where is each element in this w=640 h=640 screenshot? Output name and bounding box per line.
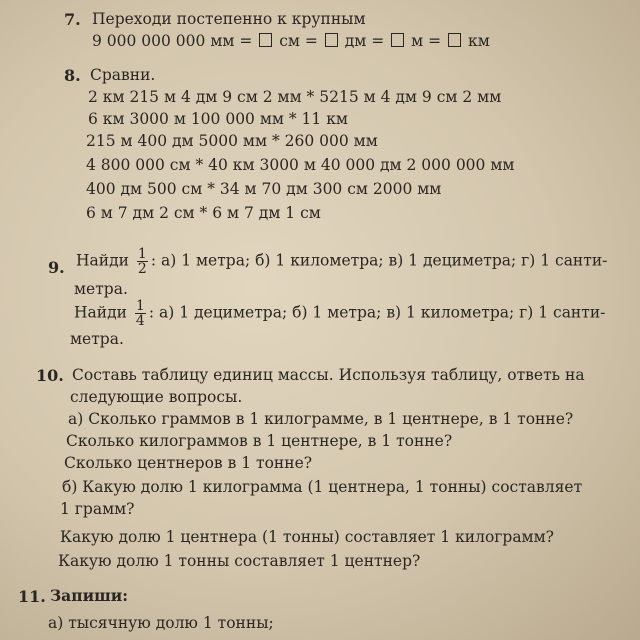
exercise-10-number: 10. xyxy=(36,366,64,385)
fraction-numerator: 1 xyxy=(137,246,147,262)
exercise-7-part: см = xyxy=(279,32,318,50)
exercise-8-row: 4 800 000 см * 40 км 3000 м 40 000 дм 2 000 000 мм xyxy=(86,156,515,174)
exercise-8-row: 215 м 400 дм 5000 мм * 260 000 мм xyxy=(86,132,378,150)
exercise-10-line: Составь таблицу единиц массы. Используя таблицу, ответь на xyxy=(72,366,585,384)
exercise-10-line: 1 грамм? xyxy=(60,500,135,518)
exercise-8-row: 400 дм 500 см * 34 м 70 дм 300 см 2000 мм xyxy=(86,180,442,198)
exercise-11-line-a: а) тысячную долю 1 тонны; xyxy=(48,614,274,632)
exercise-10-line: Какую долю 1 центнера (1 тонны) составляет 1 килограмм? xyxy=(60,528,554,546)
fraction-one-quarter xyxy=(135,299,146,328)
exercise-10-line: б) Какую долю 1 килограмма (1 центнера, 1 тонны) составляет xyxy=(62,478,583,496)
exercise-10-line: Сколько килограммов в 1 центнере, в 1 тонне? xyxy=(66,432,453,450)
exercise-8-row: 6 м 7 дм 2 см * 6 м 7 дм 1 см xyxy=(86,204,321,222)
exercise-9-number: 9. xyxy=(48,258,65,277)
fraction-denominator: 4 xyxy=(135,313,145,329)
exercise-9-text: : а) 1 дециметра; б) 1 метра; в) 1 километра; г) 1 санти- xyxy=(148,303,606,322)
exercise-8-title: Сравни. xyxy=(90,66,156,84)
exercise-8-row: 2 км 215 м 4 дм 9 см 2 мм * 5215 м 4 дм 9 см 2 мм xyxy=(88,88,502,106)
exercise-9-line-2 xyxy=(74,299,605,328)
exercise-7-part: дм = xyxy=(344,32,385,50)
exercise-7-part: км xyxy=(468,32,490,50)
answer-box xyxy=(259,33,272,47)
answer-box xyxy=(391,33,404,47)
exercise-10-line: следующие вопросы. xyxy=(70,388,243,406)
exercise-11-title: Запиши: xyxy=(50,586,128,605)
exercise-9-word: Найди xyxy=(76,251,129,270)
fraction-one-half xyxy=(137,247,148,276)
exercise-8-row: 6 км 3000 м 100 000 мм * 11 км xyxy=(88,110,348,128)
exercise-7-conversion xyxy=(92,32,490,50)
exercise-10-line: Сколько центнеров в 1 тонне? xyxy=(64,454,313,472)
exercise-10-line: а) Сколько граммов в 1 килограмме, в 1 центнере, в 1 тонне? xyxy=(68,410,574,428)
exercise-10-line: Какую долю 1 тонны составляет 1 центнер? xyxy=(58,552,421,570)
exercise-7-part: 9 000 000 000 мм = xyxy=(92,32,253,50)
fraction-denominator: 2 xyxy=(137,261,147,277)
exercise-9-cont: метра. xyxy=(70,330,124,348)
exercise-9-line-1 xyxy=(76,247,607,276)
exercise-9-text: : а) 1 метра; б) 1 километра; в) 1 дециметра; г) 1 санти- xyxy=(150,251,608,270)
exercise-9-cont: метра. xyxy=(74,280,128,298)
fraction-numerator: 1 xyxy=(135,298,145,314)
exercise-8-number: 8. xyxy=(64,66,81,85)
answer-box xyxy=(325,33,338,47)
exercise-7-number: 7. xyxy=(64,10,81,29)
exercise-9-word: Найди xyxy=(74,303,127,322)
answer-box xyxy=(448,33,461,47)
exercise-7-title: Переходи постепенно к крупным xyxy=(92,10,366,28)
exercise-7-part: м = xyxy=(411,32,442,50)
exercise-11-number: 11. xyxy=(18,587,46,606)
